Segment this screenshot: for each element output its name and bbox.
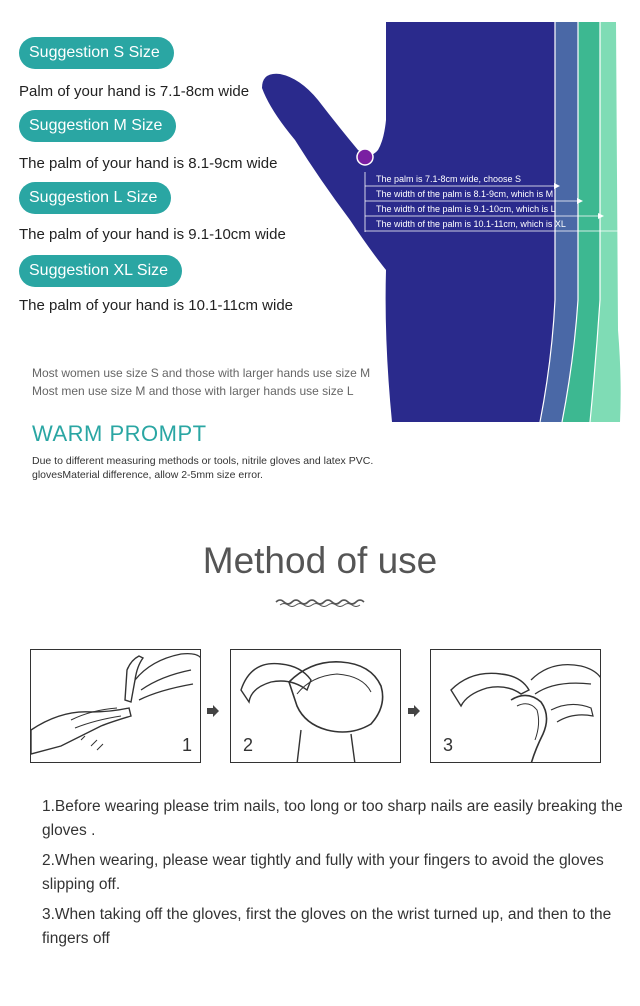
size-m-description: The palm of your hand is 8.1-9cm wide	[19, 155, 278, 172]
instruction-1: 1.Before wearing please trim nails, too long or too sharp nails are easily breaking the gloves .	[42, 798, 623, 839]
palm-line-l: The width of the palm is 9.1-10cm, which is L	[376, 204, 556, 214]
size-m-badge: Suggestion M Size	[19, 110, 176, 142]
size-xl-badge: Suggestion XL Size	[19, 255, 182, 287]
thumb-base-marker	[357, 149, 373, 165]
size-l-description: The palm of your hand is 9.1-10cm wide	[19, 226, 286, 243]
size-xl-description: The palm of your hand is 10.1-11cm wide	[19, 297, 294, 314]
size-l-badge: Suggestion L Size	[19, 182, 171, 214]
step-3-illustration	[430, 649, 601, 763]
palm-line-s: The palm is 7.1-8cm wide, choose S	[376, 174, 522, 184]
glove-removal-drawing	[431, 650, 601, 763]
step-1-illustration	[30, 649, 201, 763]
step-2-number: 2	[243, 735, 254, 755]
instruction-2: 2.When wearing, please wear tightly and fully with your fingers to avoid the gloves slipping off.	[42, 852, 604, 893]
palm-line-xl: The width of the palm is 10.1-11cm, which is XL	[376, 219, 566, 229]
wave-divider	[274, 597, 366, 607]
glove-wearing-drawing	[231, 650, 401, 763]
step-3-number: 3	[443, 735, 454, 755]
warm-prompt-line1: Due to different measuring methods or tools, nitrile gloves and latex PVC.	[32, 455, 374, 467]
instruction-3: 3.When taking off the gloves, first the gloves on the wrist turned up, and then to the fingers off	[42, 906, 612, 947]
step-2-illustration	[230, 649, 401, 763]
note-men: Most men use size M and those with larger hands use size L	[32, 384, 354, 398]
size-s-badge: Suggestion S Size	[19, 37, 174, 69]
palm-line-m: The width of the palm is 8.1-9cm, which is M	[376, 189, 554, 199]
arrow-right-icon	[207, 705, 219, 717]
size-s-description: Palm of your hand is 7.1-8cm wide	[19, 83, 250, 100]
method-title: Method of use	[202, 540, 438, 581]
note-women: Most women use size S and those with larger hands use size M	[32, 366, 371, 380]
nail-trim-drawing	[31, 650, 201, 763]
warm-prompt-line2: glovesMaterial difference, allow 2-5mm size error.	[32, 469, 263, 481]
warm-prompt-title: WARM PROMPT	[32, 421, 207, 446]
step-1-number: 1	[181, 735, 192, 755]
arrow-right-icon	[408, 705, 420, 717]
